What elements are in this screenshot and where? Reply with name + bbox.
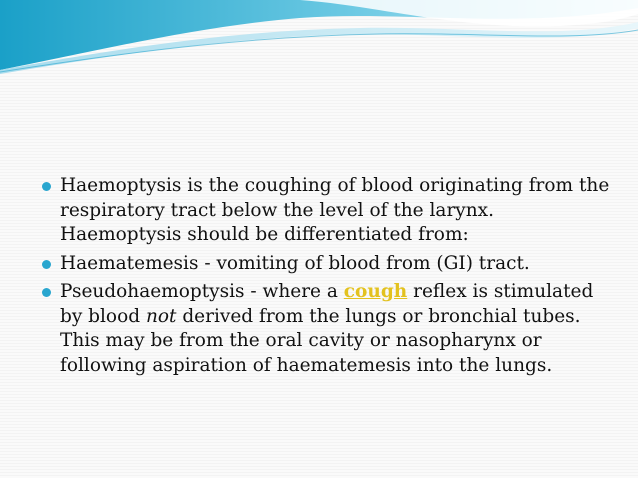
emphasis-not: not [145, 305, 177, 327]
bullet-item-haematemesis [40, 252, 620, 277]
bullet-dot-icon [42, 260, 51, 269]
bullet-item-pseudohaemoptysis [40, 280, 620, 378]
bullet-text-middle: reflex is stimulated by blood [60, 281, 594, 327]
bullet-list [40, 174, 620, 378]
bullet-item-haemoptysis [40, 174, 620, 248]
bullet-text-end: derived from the lungs or bronchial tubes. This may be from the oral cavity or nasopharynx or following aspiration of haematemesis into the lungs. [60, 305, 581, 376]
cough-link[interactable]: cough [343, 281, 408, 302]
bullet-dot-icon [42, 288, 51, 297]
bullet-text: Haemoptysis is the coughing of blood originating from the respiratory tract below the level of the larynx. Haemoptysis should be differentiated from: [60, 175, 610, 245]
bullet-list-area [40, 174, 620, 382]
bullet-dot-icon [42, 182, 51, 191]
header-wave-decoration [0, 0, 638, 80]
bullet-text-start: Pseudohaemoptysis - where a [60, 281, 344, 302]
bullet-text: Haematemesis - vomiting of blood from (GI) tract. [60, 252, 530, 274]
